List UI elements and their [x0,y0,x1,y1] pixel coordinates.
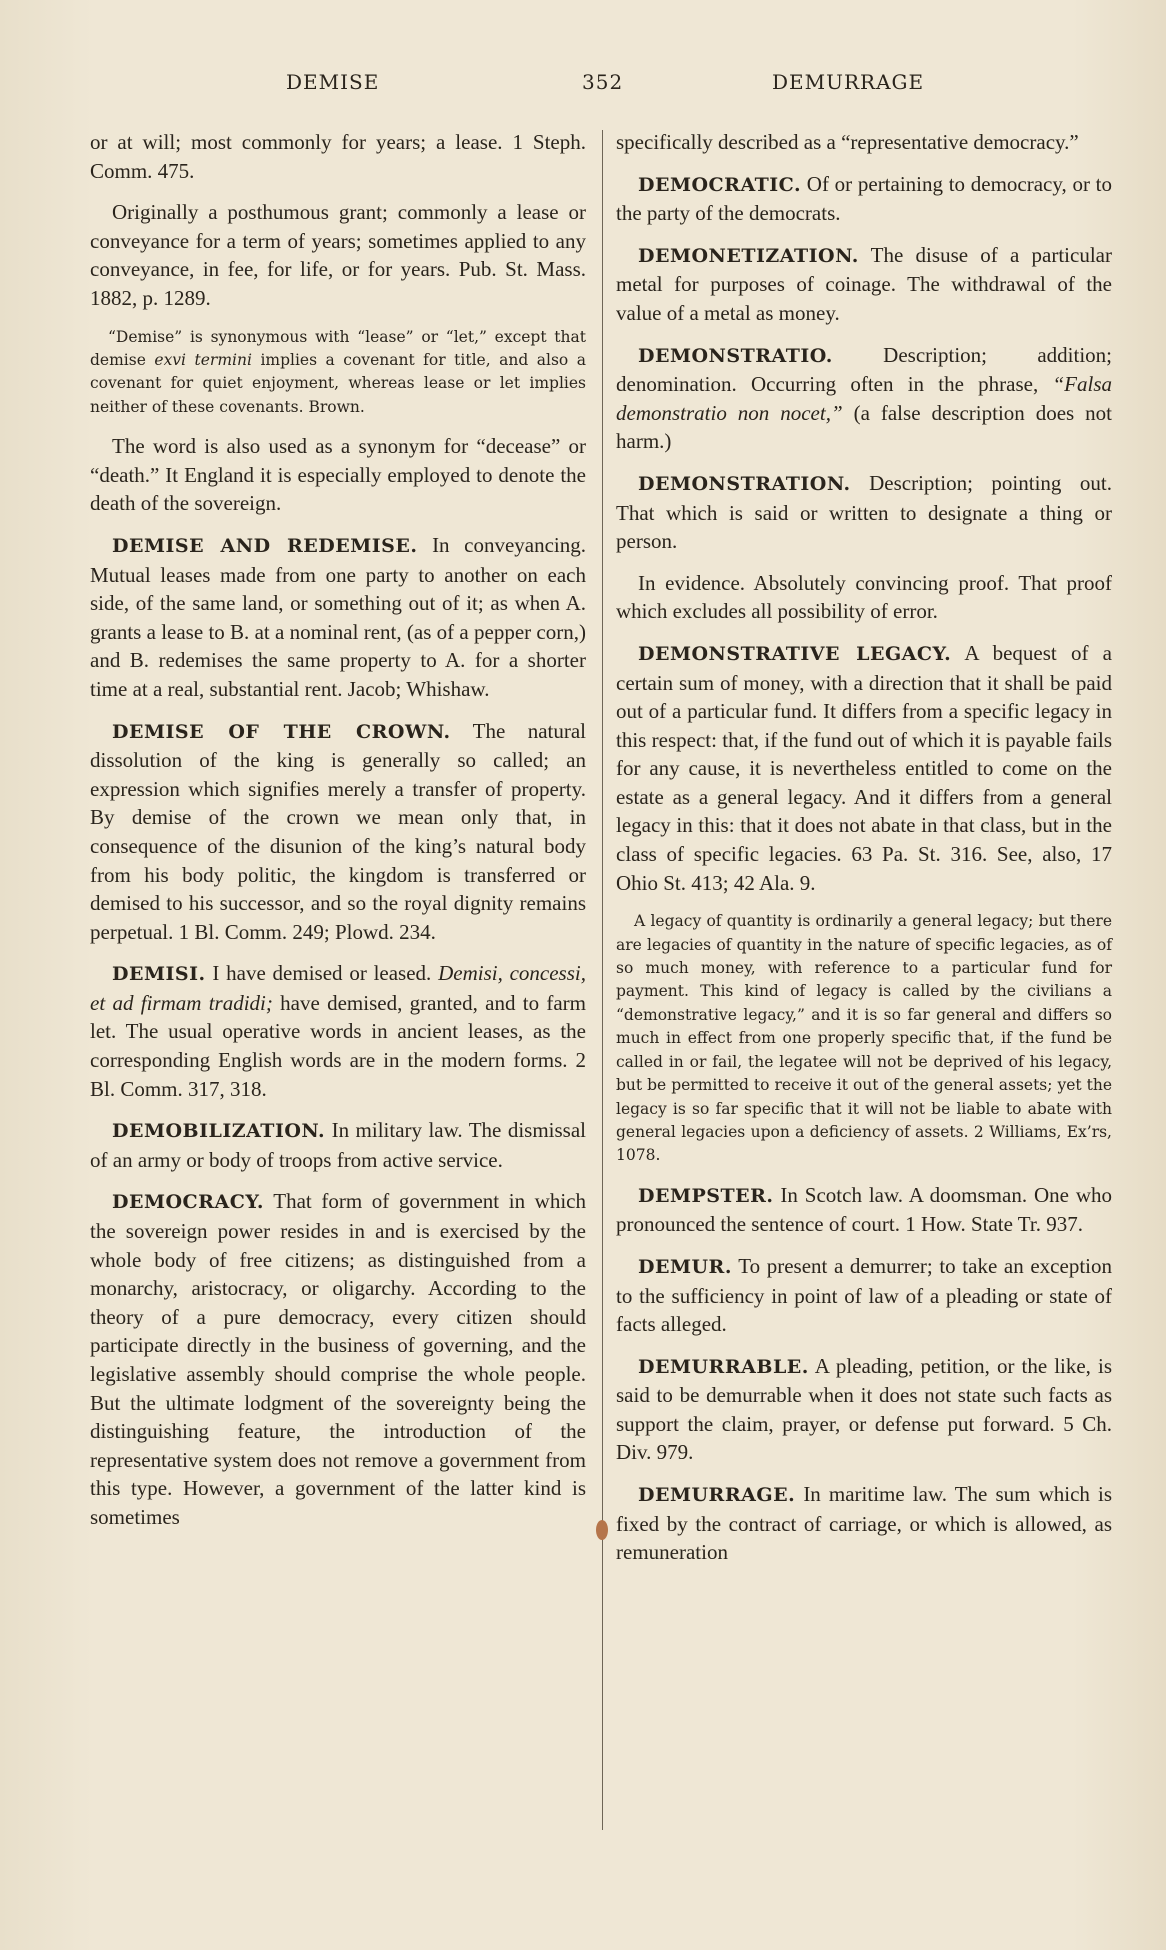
entry-democratic [616,170,1112,228]
entry-demise-paragraph [90,198,586,312]
note-italic: exvi termini [154,350,252,369]
entry-demise-paragraph [90,432,586,518]
entry-demise-continuation [90,128,586,185]
entry-demurrable [616,1352,1112,1467]
entry-demise-and-redemise [90,531,586,704]
entry-headword: DEMISI. [112,963,206,986]
note-legacy [616,910,1112,1167]
entry-demonstration-evidence [616,569,1112,626]
left-column [90,128,586,1545]
note-demise [90,326,586,420]
entry-definition: In conveyancing. Mutual leases made from one party to another on each side, of the same land, or something out of it; as when A. grants a lease to B. at a nominal rent, (as of a pepper corn,) and B. redemises the same property to A. for a shorter time at a real, substantial rent. Jacob; Whishaw. [90,532,586,701]
entry-headword: DEMONETIZATION. [638,244,859,267]
entry-definition: To present a demurrer; to take an exception to the sufficiency in point of law of a pleading or state of facts alleged. [616,1253,1112,1337]
note-text: “Demise” is synonymous with “lease” or “let,” except that demise [90,327,586,369]
entry-demise-of-the-crown [90,717,586,947]
entry-definition: I have demised or leased. [205,961,439,986]
running-head-left-word: DEMISE [286,70,380,94]
entry-demonstration [616,469,1112,556]
entry-definition: In military law. The dismissal of an army or body of troops from active service. [90,1118,586,1172]
entry-text: or at will; most commonly for years; a lease. 1 Steph. Comm. 475. [90,130,586,183]
entry-definition: Description; pointing out. That which is said or written to designate a thing or person. [616,470,1112,554]
entry-headword: DEMURRAGE. [638,1484,796,1507]
entry-definition: In maritime law. The sum which is fixed by the contract of carriage, or which is allowed, as remuneration [616,1482,1112,1565]
entry-headword: DEMONSTRATIO. [638,344,833,367]
entry-demonstratio [616,341,1112,456]
entry-definition: have demised, granted, and to farm let. The usual operative words in ancient leases, as the corresponding English words are in the modern forms. 2 Bl. Comm. 317, 318. [90,990,587,1101]
entry-demurrage [616,1480,1112,1567]
entry-definition: The disuse of a particular metal for purposes of coinage. The withdrawal of the value of a metal as money. [616,242,1112,325]
entry-text: The word is also used as a synonym for “decease” or “death.” It England it is especially employed to denote the death of the sovereign. [90,434,586,516]
entry-definition: (a false description does not harm.) [616,400,1113,454]
entry-italic: “Falsa demonstratio non nocet,” [616,372,1112,425]
entry-democracy-continuation [616,128,1112,157]
entry-definition: That form of government in which the sovereign power resides in and is exercised by the whole body of free citizens; as distinguished from a monarchy, aristocracy, or oligarchy. According to the theory of a pure democracy, every citizen should participate directly in the business of governing, and the legislative assembly should comprise the whole people. But the ultimate lodgment of the sovereignty being the distinguishing feature, the introduction of the representative system does not remove a government from this type. However, a government of the latter kind is sometimes [90,1189,586,1529]
binding-mark [596,1520,608,1540]
entry-dempster [616,1181,1112,1239]
entry-headword: DEMUR. [638,1255,732,1278]
entry-headword: DEMONSTRATIVE LEGACY. [638,642,952,665]
entry-text: In evidence. Absolutely convincing proof. That proof which excludes all possibility of error. [616,570,1112,624]
entry-headword: DEMISE AND REDEMISE. [112,534,418,557]
page-number: 352 [582,70,624,94]
entry-demonstrative-legacy [616,639,1112,897]
entry-headword: DEMOCRATIC. [638,173,802,196]
entry-text: specifically described as a “representative democracy.” [616,130,1079,154]
right-column [616,128,1112,1580]
running-head-right-word: DEMURRAGE [772,70,925,94]
entry-text: Originally a posthumous grant; commonly a lease or conveyance for a term of years; sometimes applied to any conveyance, in fee, for life, or for years. Pub. St. Mass. 1882, p. 1289. [90,200,586,310]
entry-headword: DEMISE OF THE CROWN. [112,720,451,743]
entry-headword: DEMURRABLE. [638,1355,809,1378]
entry-headword: DEMOBILIZATION. [112,1120,326,1143]
entry-definition: In Scotch law. A doomsman. One who pronounced the sentence of court. 1 How. State Tr. 937. [616,1182,1112,1237]
entry-definition: A pleading, petition, or the like, is said to be demurrable when it does not state such facts as support the claim, prayer, or defense put forward. 5 Ch. Div. 979. [616,1353,1112,1465]
note-text: A legacy of quantity is ordinarily a general legacy; but there are legacies of quantity in the nature of specific legacies, as of so much money, with reference to a particular fund for payment. This kind of legacy is called by the civilians a “demonstrative legacy,” and it is so far general and differs so much in effect from one properly specific that, if the fund be called in or fail, the legatee will not be deprived of his legacy, but be permitted to receive it out of the general assets; yet the legacy is so far specific that it will not be liable to abate with general legacies upon a deficiency of assets. 2 Williams, Ex’rs, 1078. [616,912,1112,1165]
entry-democracy [90,1187,586,1531]
entry-definition: Of or pertaining to democracy, or to the party of the democrats. [616,171,1112,226]
entry-italic: Demisi, concessi, et ad firmam tradidi; [90,961,586,1015]
entry-definition: A bequest of a certain sum of money, with a direction that it shall be paid out of a particular fund. It differs from a specific legacy in this respect: that, if the fund out of which it is payable fails for any cause, it is nevertheless entitled to come on the estate as a general legacy. And it differs from a general legacy in this: that it does not abate in that class, but in the class of specific legacies. 63 Pa. St. 316. See, also, 17 Ohio St. 413; 42 Ala. 9. [616,640,1112,895]
entry-definition: Description; addition; denomination. Occurring often in the phrase, [616,342,1112,397]
entry-demobilization [90,1116,586,1174]
entry-definition: The natural dissolution of the king is generally so called; an expression which signifies merely a transfer of property. By demise of the crown we mean only that, in consequence of the disunion of the king’s natural body from his body politic, the kingdom is transferred or demised to his successor, and so the royal dignity remains perpetual. 1 Bl. Comm. 249; Plowd. 234. [90,718,586,944]
entry-headword: DEMOCRACY. [112,1191,265,1214]
entry-headword: DEMPSTER. [638,1184,774,1207]
entry-demonetization [616,241,1112,328]
entry-headword: DEMONSTRATION. [638,472,851,495]
running-head [90,70,1110,100]
entry-demur [616,1252,1112,1339]
note-text: implies a covenant for title, and also a covenant for quiet enjoyment, whereas lease or let implies neither of these covenants. Brown. [90,350,586,416]
entry-demisi [90,959,586,1103]
column-divider [602,130,603,1830]
